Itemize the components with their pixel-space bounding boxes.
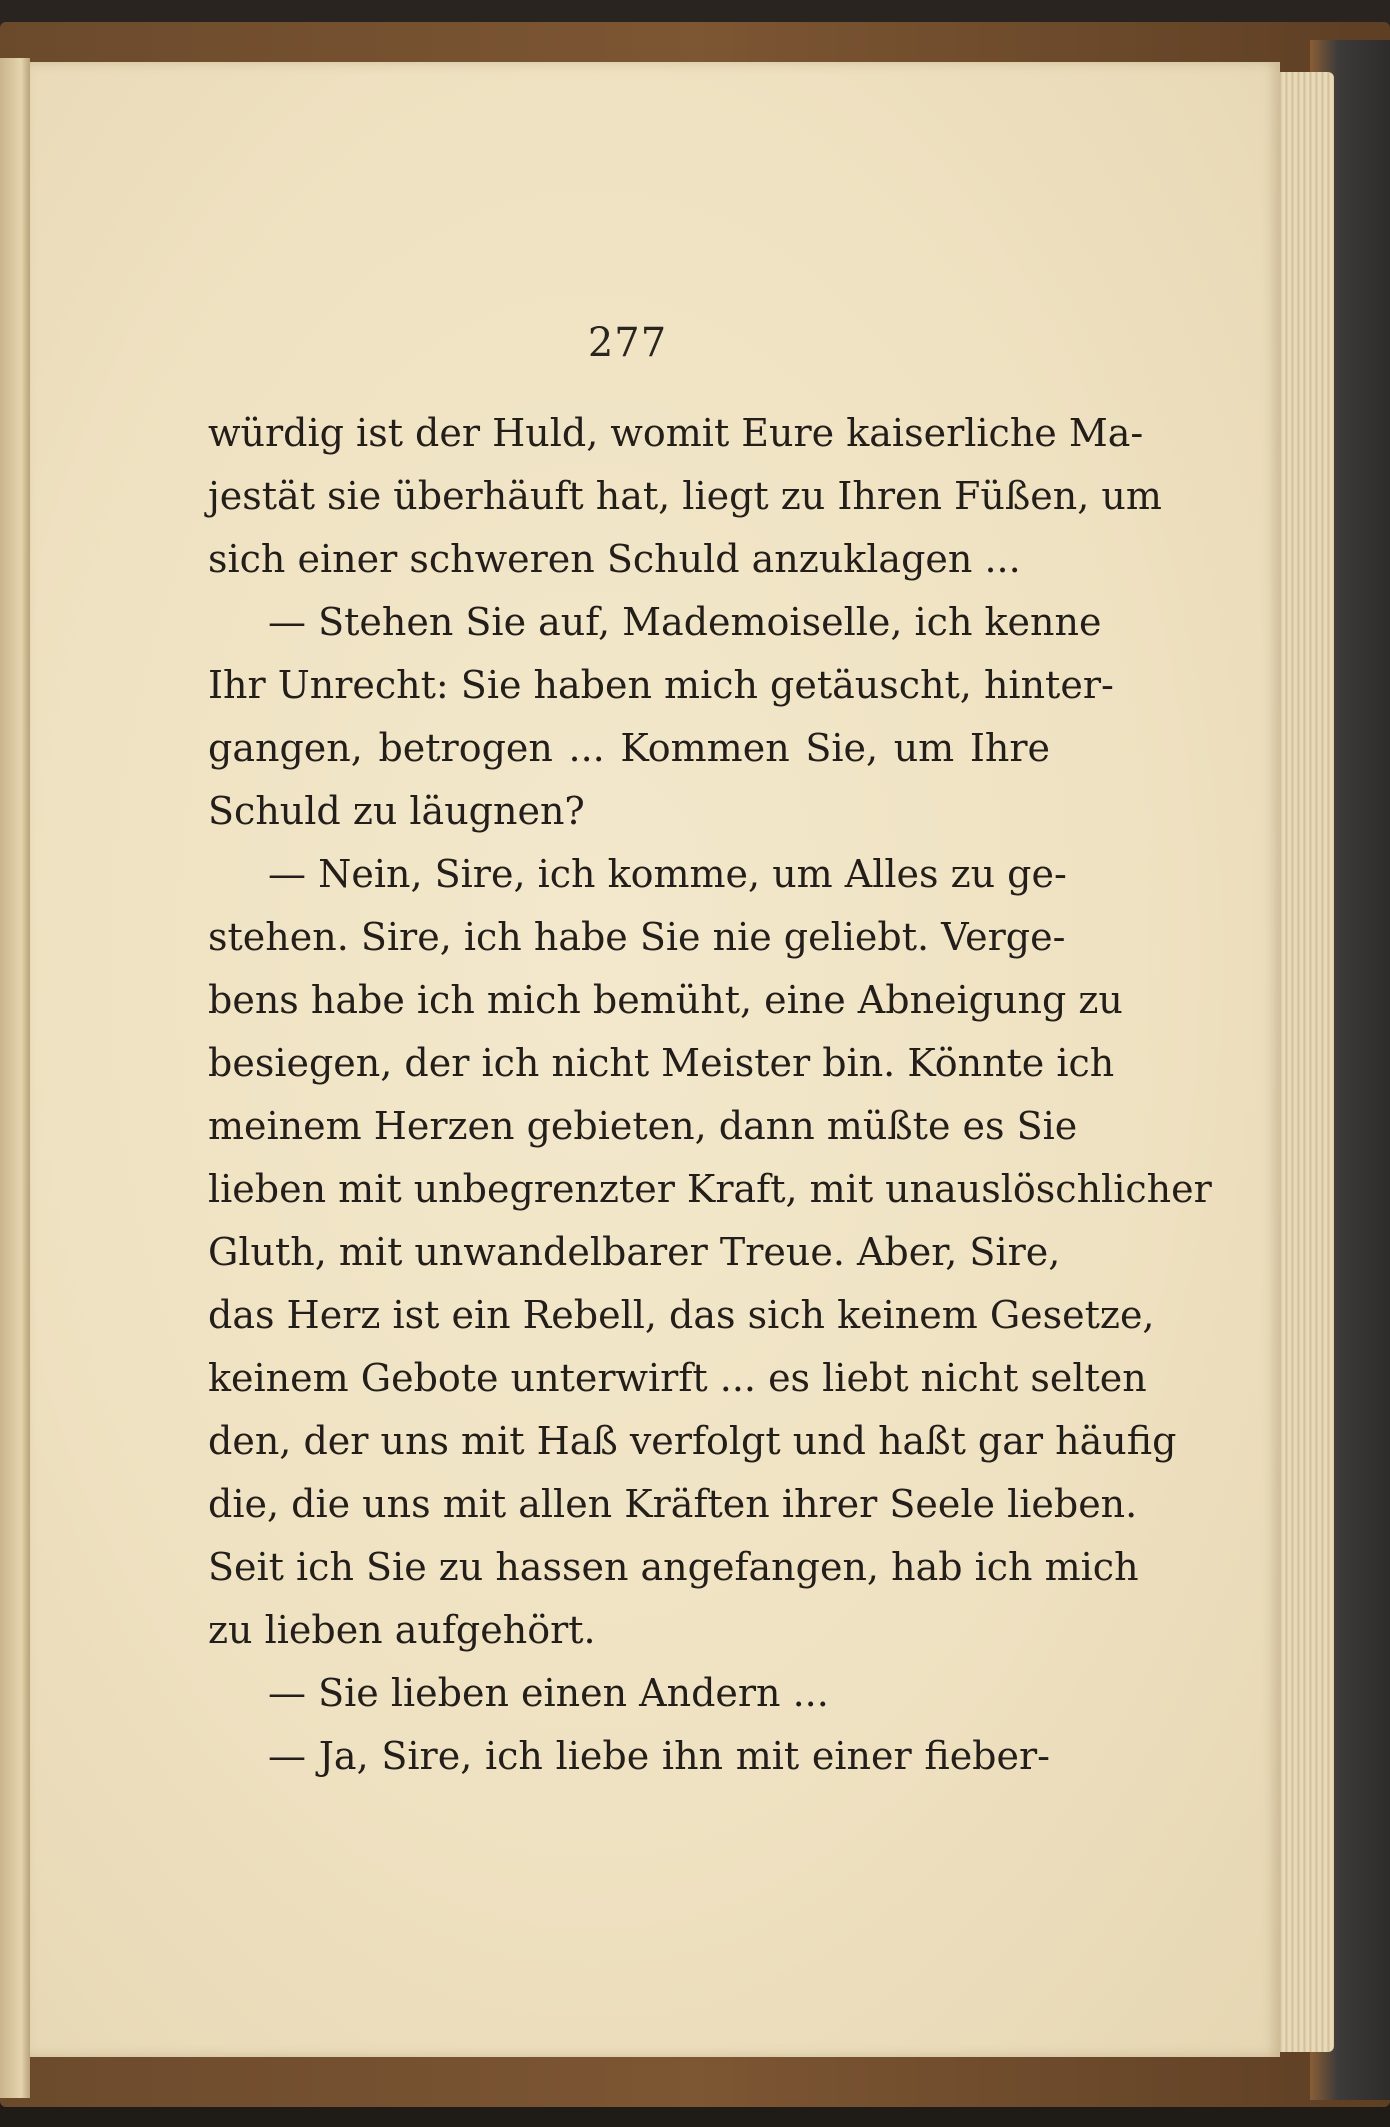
text-line: meinem Herzen gebieten, dann müßte es Sie (208, 1104, 1078, 1148)
text-line: — Sie lieben einen Andern ... (268, 1671, 829, 1715)
text-line: lieben mit unbegrenzter Kraft, mit unauslöschlicher (208, 1167, 1212, 1211)
text-line: Schuld zu läugnen? (208, 789, 585, 833)
text-line: sich einer schweren Schuld anzuklagen ... (208, 537, 1021, 581)
text-line: die, die uns mit allen Kräften ihrer Seele lieben. (208, 1482, 1138, 1526)
text-line: das Herz ist ein Rebell, das sich keinem Gesetze, (208, 1293, 1155, 1337)
facing-page-edge (0, 58, 30, 2098)
text-line: Seit ich Sie zu hassen angefangen, hab ich mich (208, 1545, 1139, 1589)
page-text (208, 402, 1212, 1788)
text-line: besiegen, der ich nicht Meister bin. Könnte ich (208, 1041, 1115, 1085)
page-number: 277 (587, 320, 668, 366)
text-line: stehen. Sire, ich habe Sie nie geliebt. Verge- (208, 915, 1066, 959)
book-page (30, 62, 1280, 2057)
text-line: zu lieben aufgehört. (208, 1608, 596, 1652)
text-line: den, der uns mit Haß verfolgt und haßt gar häufig (208, 1419, 1177, 1463)
text-line: Ihr Unrecht: Sie haben mich getäuscht, hinter- (208, 663, 1114, 707)
text-line: Gluth, mit unwandelbarer Treue. Aber, Sire, (208, 1230, 1061, 1274)
text-line: — Nein, Sire, ich komme, um Alles zu ge- (268, 852, 1067, 896)
text-line: jestät sie überhäuft hat, liegt zu Ihren Füßen, um (208, 474, 1162, 518)
text-line: würdig ist der Huld, womit Eure kaiserliche Ma- (208, 411, 1144, 455)
text-line: bens habe ich mich bemüht, eine Abneigung zu (208, 978, 1123, 1022)
text-line: gangen, betrogen ... Kommen Sie, um Ihre (208, 726, 1050, 770)
text-line: — Stehen Sie auf, Mademoiselle, ich kenne (268, 600, 1102, 644)
text-line: keinem Gebote unterwirft ... es liebt nicht selten (208, 1356, 1147, 1400)
text-line: — Ja, Sire, ich liebe ihn mit einer fieber- (268, 1734, 1050, 1778)
